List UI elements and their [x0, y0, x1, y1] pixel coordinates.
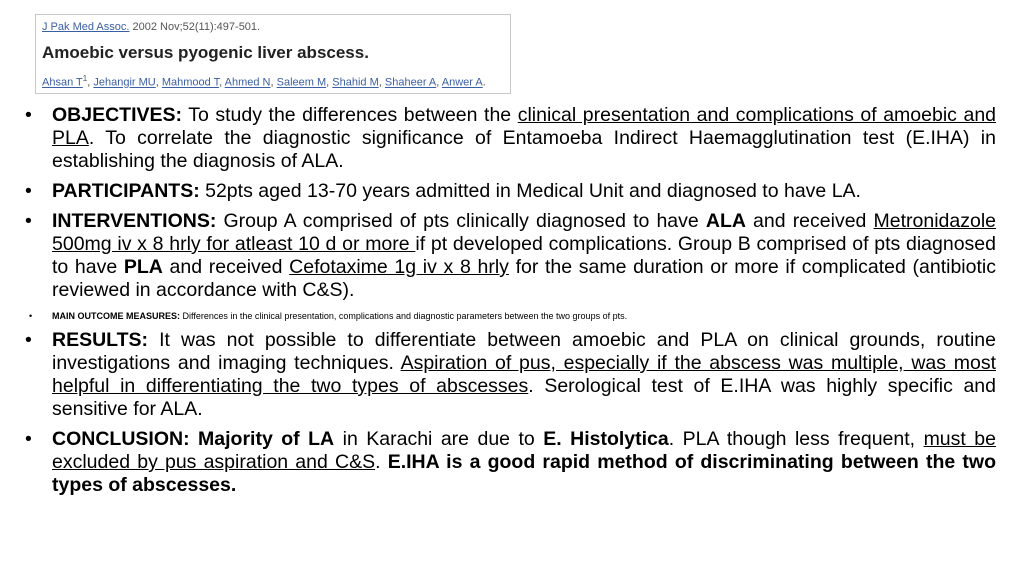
citation-journal — [42, 21, 260, 33]
citation-issue: 2002 Nov;52(11):497-501. — [129, 21, 261, 33]
objectives-label: OBJECTIVES: — [52, 104, 183, 126]
author-link[interactable]: Mahmood T — [161, 76, 220, 89]
author-link[interactable]: Shahid M — [332, 76, 379, 89]
objectives-bullet: • OBJECTIVES: To study the differences between the clinical presentation and complications of amoebic and PLA. To correlate the diagnostic significance of Entamoeba Indirect Haemagglutination test (E.IHA) in establishing the diagnosis of ALA. — [22, 104, 996, 173]
journal-link[interactable]: J Pak Med Assoc. — [42, 21, 130, 33]
author-link[interactable]: Anwer A — [441, 76, 483, 89]
citation-box — [35, 14, 511, 94]
outcome-label: MAIN OUTCOME MEASURES: — [52, 311, 180, 321]
affiliation-marker: 1 — [82, 74, 88, 83]
interventions-label: INTERVENTIONS: — [52, 210, 217, 232]
author-link[interactable]: Jehangir MU — [93, 76, 156, 89]
results-label: RESULTS: — [52, 329, 149, 351]
author-link[interactable]: Ahsan T — [42, 76, 83, 89]
outcome-bullet: • MAIN OUTCOME MEASURES: Differences in the clinical presentation, complications and diagnostic parameters between the two groups of pts. — [22, 309, 996, 323]
results-bullet: • RESULTS: It was not possible to differentiate between amoebic and PLA on clinical grounds, routine investigations and imaging techniques. Aspiration of pus, especially if the abscess was multiple, was most helpful in differentiating the two types of abscesses. Serological test of E.IHA was highly specific and sensitive for ALA. — [22, 329, 996, 421]
citation-authors: Ahsan $T^1$, Jehangir MU, Mahmood T, Ahmed N, Saleem M, Shahid M, Shaheer A, Anwer A. — [42, 74, 486, 89]
conclusion-label: CONCLUSION: — [52, 428, 190, 450]
author-link[interactable]: Saleem M — [276, 76, 327, 89]
participants-label: PARTICIPANTS: — [52, 180, 200, 202]
abstract-bullet-list — [22, 104, 996, 504]
interventions-bullet: • INTERVENTIONS: Group A comprised of pts clinically diagnosed to have ALA and received Metronidazole 500mg iv x 8 hrly for atleast 10 d or more if pt developed complications. Group B comprised of pts diagnosed to have PLA and received Cefotaxime 1g iv x 8 hrly for the same duration or more if complicated (antibiotic reviewed in accordance with C&S). — [22, 210, 996, 302]
conclusion-bullet: • CONCLUSION: Majority of LA in Karachi are due to E. Histolytica. PLA though less frequent, must be excluded by pus aspiration and C&S. E.IHA is a good rapid method of discriminating between the two types of abscesses. — [22, 428, 996, 497]
participants-bullet: • PARTICIPANTS: 52pts aged 13-70 years admitted in Medical Unit and diagnosed to have LA. — [22, 180, 996, 203]
author-link[interactable]: Ahmed N — [224, 76, 271, 89]
citation-title: Amoebic versus pyogenic liver abscess. — [42, 43, 369, 62]
author-link[interactable]: Shaheer A — [384, 76, 437, 89]
